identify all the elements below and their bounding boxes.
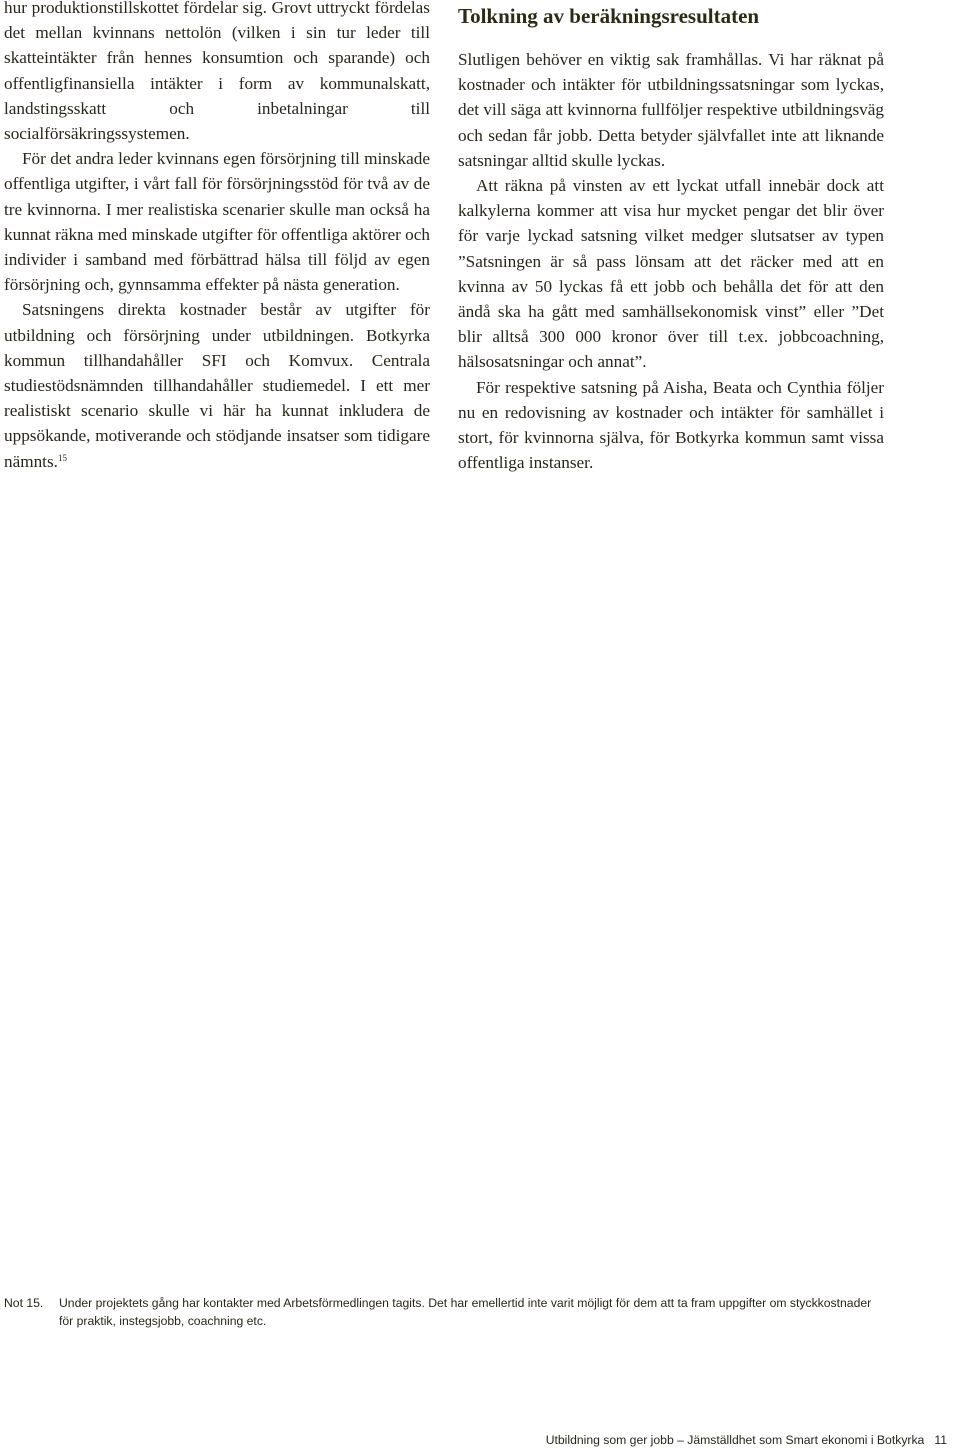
body-paragraph: Att räkna på vinsten av ett lyckat utfall innebär dock att kalkylerna kommer att visa hur mycket pengar det blir över för varje lyckad satsning vilket medger slutsatser av typen ”Satsningen är så pass lönsam att det räcker med att en kvinna av 50 lyckas få ett jobb och behålla det för att den ändå ska ha gått med samhällsekonomisk vinst” eller ”Det blir alltså 300 000 kronor över till t.ex. jobbcoachning, hälsosatsningar och annat”. [458, 176, 884, 372]
running-footer-title: Utbildning som ger jobb – Jämställdhet som Smart ekonomi i Botkyrka [545, 1433, 925, 1447]
section-heading: Tolkning av beräkningsresultaten [458, 4, 760, 28]
footnote [4, 1294, 884, 1330]
footnote-reference[interactable]: 15 [57, 452, 67, 463]
body-paragraph: För det andra leder kvinnans egen försörjning till minskade offentliga utgifter, i vårt fall för försörjningsstöd för två av de tre kvinnorna. I mer realistiska scenarier skulle man också ha kunnat räkna med minskade utgifter för offentliga aktörer och individer i samband med förbättrad hälsa till följd av egen försörjning och, gynnsamma effekter på nästa generation. [4, 149, 430, 295]
left-column [4, 0, 430, 474]
body-paragraph: hur produktionstillskottet fördelar sig. Grovt uttryckt fördelas det mellan kvinnans nettolön (vilken i sin tur leder till skatteintäkter från hennes konsumtion och sparande) och offentligfinansiella intäkter i form av kommunalskatt, landstingsskatt och inbetalningar till socialförsäkringssystemen. [4, 0, 430, 144]
footnote-text: Under projektets gång har kontakter med Arbetsförmedlingen tagits. Det har emellertid inte varit möjligt för dem att ta fram uppgifter om styckkostnader för praktik, instegsjobb, coachning etc. [59, 1296, 872, 1328]
page-number: 11 [934, 1433, 947, 1447]
page-footer [546, 1432, 947, 1448]
body-paragraph-text: Satsningens direkta kostnader består av utgifter för utbildning och försörjning under utbildningen. Botkyrka kommun tillhandahåller SFI och Komvux. Centrala studiestödsnämnden tillhandahåller studiemedel. I ett mer realistiskt scenario skulle vi här ha kunnat inkludera de uppsökande, motiverande och stödjande insatser som tidigare nämnts. [4, 300, 430, 471]
footnote-label: Not 15. [4, 1296, 44, 1310]
body-paragraph: För respektive satsning på Aisha, Beata och Cynthia följer nu en redovisning av kostnader och intäkter för samhället i stort, för kvinnorna själva, för Botkyrka kommun samt vissa offentliga instanser. [458, 377, 884, 473]
body-paragraph [4, 297, 430, 473]
right-column [458, 0, 884, 475]
body-paragraph: Slutligen behöver en viktig sak framhållas. Vi har räknat på kostnader och intäkter för utbildningssatsningar som lyckas, det vill säga att kvinnorna fullföljer respektive utbildningsväg och sedan får jobb. Detta betyder självfallet inte att liknande satsningar alltid skulle lyckas. [458, 50, 884, 170]
